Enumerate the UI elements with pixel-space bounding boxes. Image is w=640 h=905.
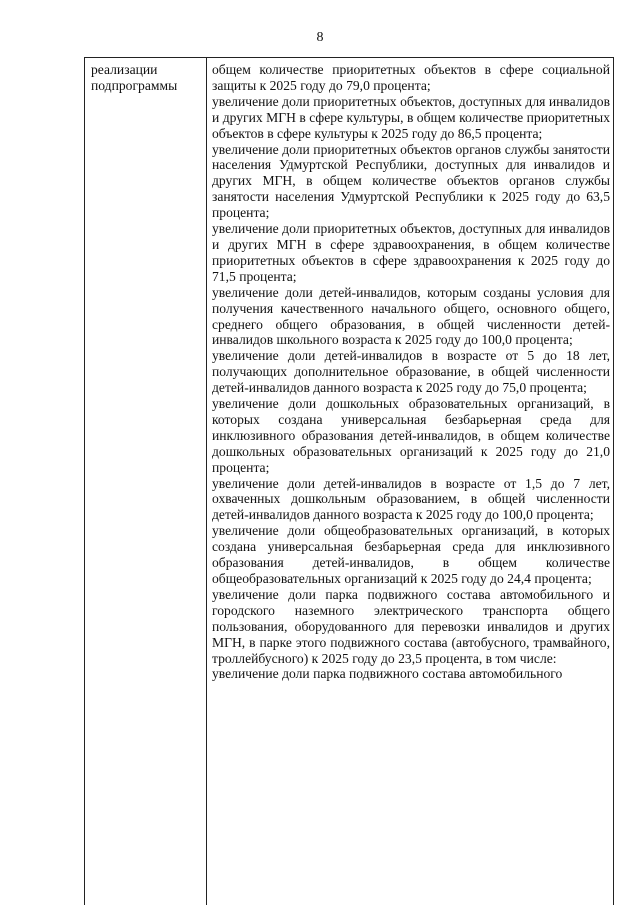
- column-divider: [206, 58, 207, 905]
- indicator-item: увеличение доли парка подвижного состава автомобильного: [212, 666, 563, 682]
- indicator-item: увеличение доли приоритетных объектов, доступных для инвалидов и других МГН в сфере культуры, в общем количестве приоритетных объектов в сфере культуры к 2025 году до 86,5 процента;: [212, 93, 610, 141]
- table-right-cell: [212, 62, 610, 682]
- indicator-item: увеличение доли приоритетных объектов, доступных для инвалидов и других МГН в сфере здравоохранения, в общем количестве приоритетных объектов в сфере здравоохранения к 2025 году до 71,5 процента;: [212, 221, 610, 284]
- page-number: 8: [316, 30, 324, 45]
- indicator-item: увеличение доли детей-инвалидов в возрасте от 5 до 18 лет, получающих дополнительное образование, в общей численности детей-инвалидов данного возраста к 2025 году до 75,0 процента;: [212, 348, 610, 396]
- indicator-item: общем количестве приоритетных объектов в сфере социальной защиты к 2025 году до 79,0 процента;: [212, 62, 610, 93]
- table-left-cell: [91, 62, 203, 95]
- indicator-item: увеличение доли дошкольных образовательных организаций, в которых создана универсальная безбарьерная среда для инклюзивного образования детей-инвалидов, в общем количестве дошкольных образовательных организаций к 2025 году до 21,0 процента;: [212, 396, 610, 475]
- left-cell-line: реализации: [91, 62, 158, 77]
- indicator-item: увеличение доли приоритетных объектов органов службы занятости населения Удмуртской Республики, доступных для инвалидов и других МГН, в общем количестве объектов органов службы занятости населения Удмуртской Республики к 2025 году до 63,5 процента;: [212, 141, 610, 221]
- left-cell-line: подпрограммы: [91, 78, 178, 94]
- subprogram-table: [84, 57, 614, 905]
- indicator-item: увеличение доли парка подвижного состава автомобильного и городского наземного электрического транспорта общего пользования, оборудованного для перевозки инвалидов и других МГН, в парке этого подвижного состава (автобусного, трамвайного, троллейбусного) к 2025 году до 23,5 процента, в том числе:: [212, 586, 610, 666]
- indicator-item: увеличение доли детей-инвалидов в возрасте от 1,5 до 7 лет, охваченных дошкольным образованием, в общей численности детей-инвалидов данного возраста к 2025 году до 100,0 процента;: [212, 475, 610, 523]
- indicator-item: увеличение доли детей-инвалидов, которым созданы условия для получения качественного начального общего, основного общего, среднего общего образования, в общей численности детей-инвалидов школьного возраста к 2025 году до 100,0 процента;: [212, 284, 610, 348]
- indicator-item: увеличение доли общеобразовательных организаций, в которых создана универсальная безбарьерная среда для инклюзивного образования детей-инвалидов, в общем количестве общеобразовательных организаций к 2025 году до 24,4 процента;: [212, 523, 610, 586]
